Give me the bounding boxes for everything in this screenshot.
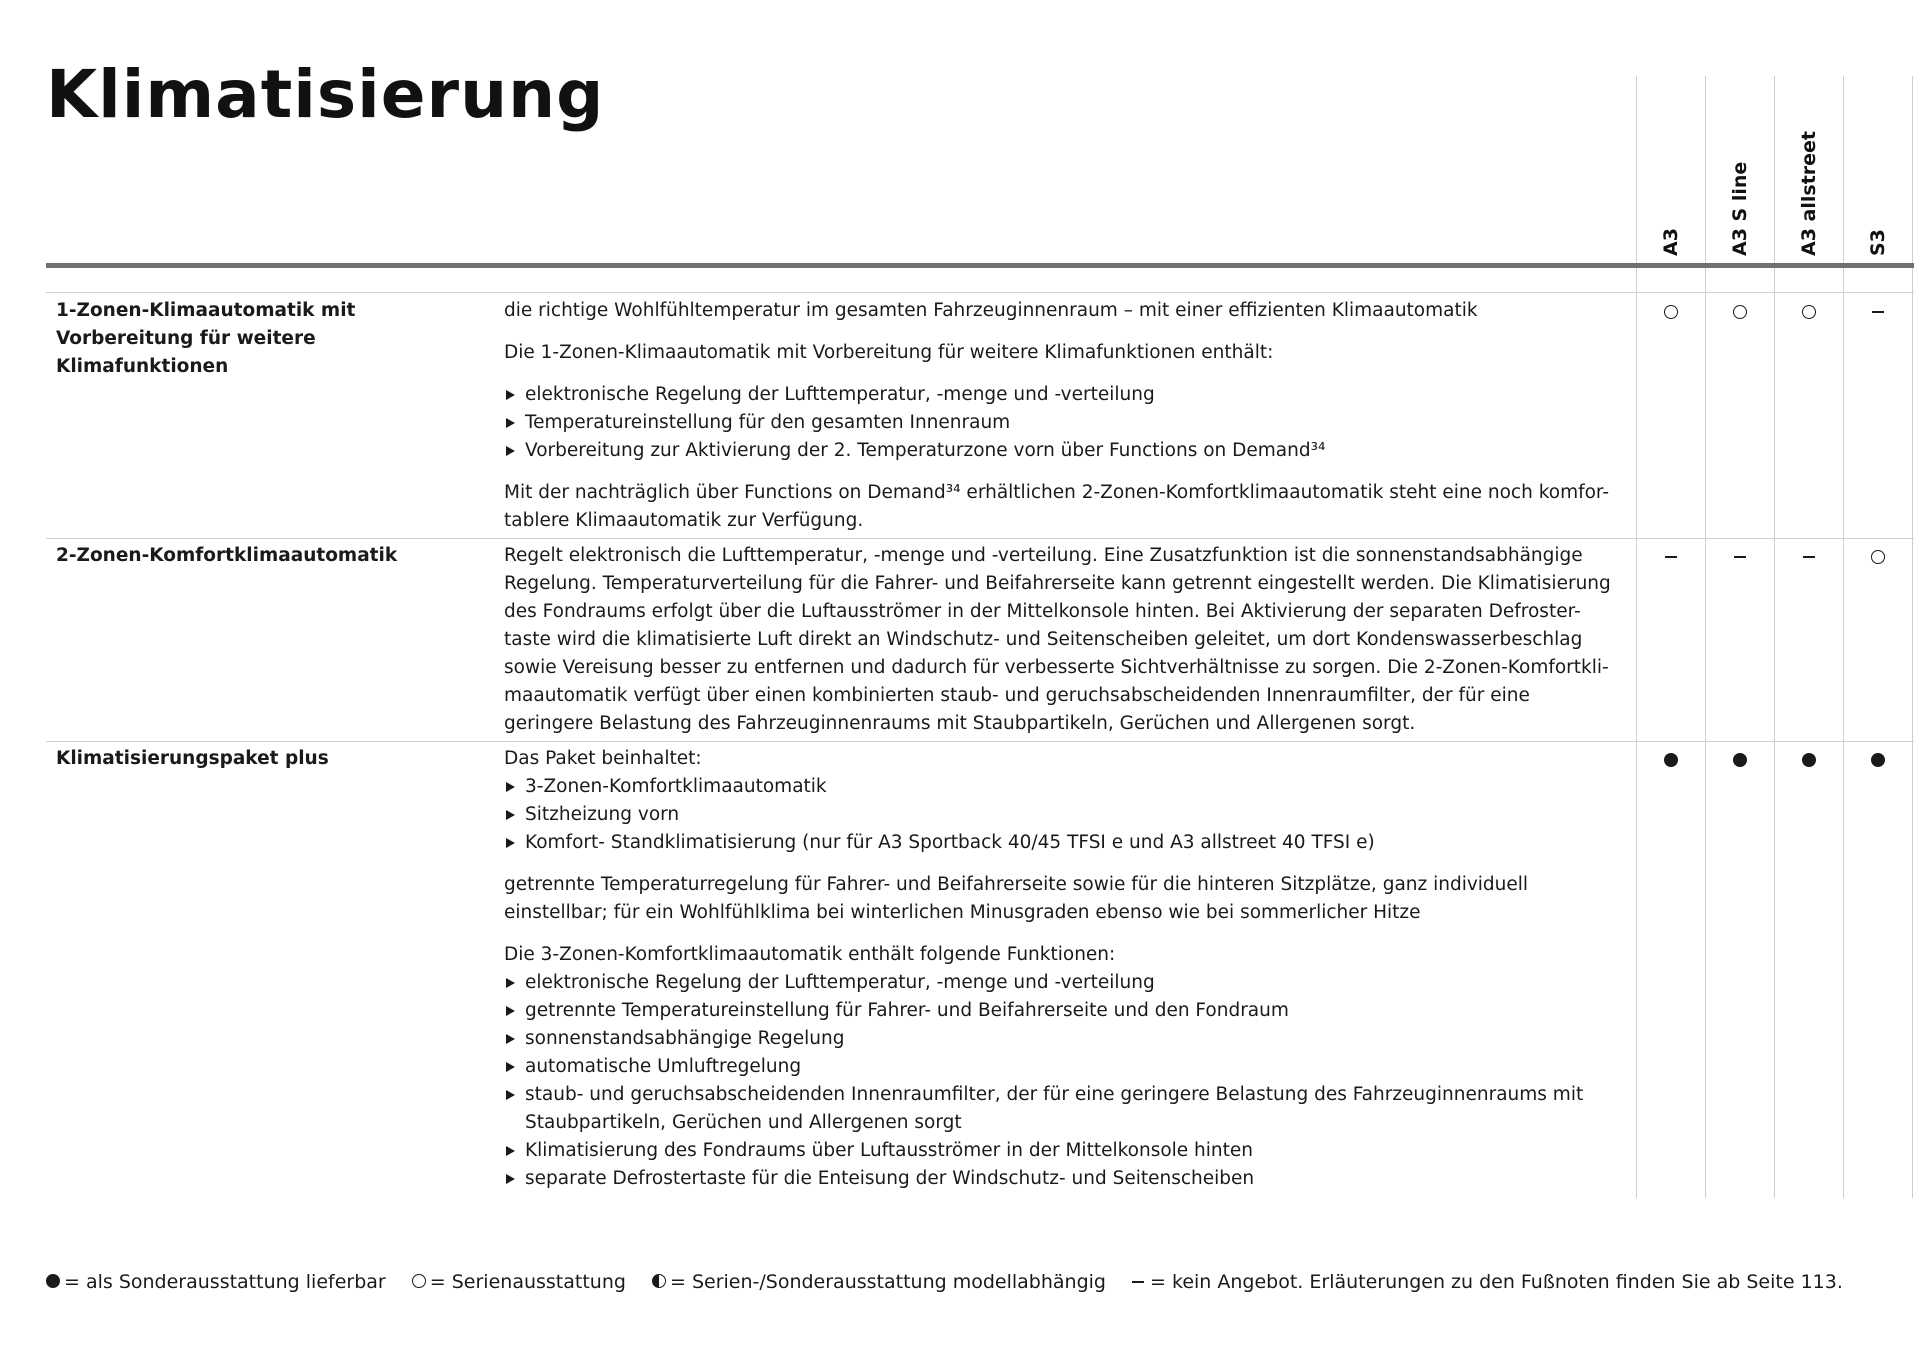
legend-text: = Serien-/Sonderausstattung modellabhängig	[669, 1271, 1106, 1293]
filled-circle-icon	[1733, 753, 1747, 767]
availability-a3-s-line	[1706, 298, 1774, 326]
filled-circle-icon	[46, 1274, 60, 1288]
description-intro: Das Paket beinhaltet:	[504, 748, 702, 769]
availability-a3-allstreet	[1775, 298, 1843, 326]
row-title-2-zonen: 2-Zonen-Komfortklimaautomatik	[56, 545, 398, 566]
row-divider	[46, 538, 1914, 539]
description-subhead: Die 3-Zonen-Komfortklimaautomatik enthält folgende Funktionen:	[504, 944, 1116, 965]
availability-s3	[1844, 746, 1912, 774]
row-description-klimatisierungspaket	[504, 745, 1622, 1193]
availability-a3-s-line	[1706, 746, 1774, 774]
availability-a3-s-line	[1706, 543, 1774, 571]
legend-item	[1132, 1268, 1843, 1296]
availability-s3	[1844, 298, 1912, 326]
dash-icon	[1872, 311, 1884, 313]
dash-icon	[1132, 1281, 1144, 1283]
list-item: Klimatisierung des Fondraums über Luftausströmer in der Mittelkonsole hinten	[504, 1137, 1622, 1165]
header-rule	[46, 263, 1914, 268]
row-title-klimatisierungspaket: Klimatisierungspaket plus	[56, 748, 329, 769]
list-item: separate Defrostertaste für die Enteisung der Windschutz- und Seitenscheiben	[504, 1165, 1622, 1193]
description-text: Regelt elektronisch die Lufttemperatur, -menge und -verteilung. Eine Zusatzfunktion ist die sonnenstandsabhängige Regelung. Temperaturverteilung für die Fahrer- und Beifahrerseite kann getrennt eingestellt werden. Die Klimatisierung des Fondraums erfolgt über die Luftausströmer in der Mittelkonsole hinten. Bei Aktivierung der separaten Defroster-taste wird die klimatisierte Luft direkt an Windschutz- und Seitenscheiben geleitet, um dort Kondenswasserbeschlag sowie Vereisung besser zu entfernen und dadurch für verbesserte Sichtverhältnisse zu sorgen. Die 2-Zonen-Komfortkli-maautomatik verfügt über einen kombinierten staub- und geruchsabscheidenden Innenraumfilter, der für eine geringere Belastung des Fahrzeuginnenraums mit Staubpartikeln, Gerüchen und Allergenen sorgt.	[504, 545, 1611, 734]
legend-item	[412, 1268, 626, 1296]
open-circle-icon	[1802, 305, 1816, 319]
availability-a3-allstreet	[1775, 746, 1843, 774]
column-divider	[1705, 76, 1706, 1198]
description-subhead: Die 1-Zonen-Klimaautomatik mit Vorbereitung für weitere Klimafunktionen enthält:	[504, 342, 1274, 363]
list-item: Temperatureinstellung für den gesamten Innenraum	[504, 409, 1622, 437]
dash-icon	[1734, 556, 1746, 558]
open-circle-icon	[1871, 550, 1885, 564]
row-divider	[46, 741, 1914, 742]
list-item: 3-Zonen-Komfortklimaautomatik	[504, 773, 1622, 801]
description-note: Mit der nachträglich über Functions on Demand³⁴ erhältlichen 2-Zonen-Komfortklimaautomatik steht eine noch komfor-tablere Klimaautomatik zur Verfügung.	[504, 482, 1610, 531]
legend-item	[46, 1268, 386, 1296]
availability-a3	[1637, 298, 1705, 326]
package-contents-list	[504, 773, 1622, 857]
availability-a3	[1637, 543, 1705, 571]
list-item: automatische Umluftregelung	[504, 1053, 1622, 1081]
column-header-a3-s-line: A3 S line	[1729, 161, 1751, 256]
column-divider	[1636, 76, 1637, 1198]
filled-circle-icon	[1871, 753, 1885, 767]
filled-circle-icon	[1802, 753, 1816, 767]
column-header-a3: A3	[1660, 228, 1682, 256]
availability-a3-allstreet	[1775, 543, 1843, 571]
list-item: elektronische Regelung der Lufttemperatur, -menge und -verteilung	[504, 969, 1622, 997]
list-item: Komfort- Standklimatisierung (nur für A3 Sportback 40/45 TFSI e und A3 allstreet 40 TFSI e)	[504, 829, 1622, 857]
list-item: staub- und geruchsabscheidenden Innenraumfilter, der für eine geringere Belastung des Fahrzeuginnenraums mit Staubpartikeln, Gerüchen und Allergenen sorgt	[504, 1081, 1622, 1137]
feature-list	[504, 381, 1622, 465]
row-divider	[46, 292, 1914, 293]
legend-text: = als Sonderausstattung lieferbar	[64, 1271, 386, 1293]
column-header-a3-allstreet: A3 allstreet	[1798, 130, 1820, 256]
row-description-2-zonen	[504, 542, 1622, 738]
list-item: elektronische Regelung der Lufttemperatur, -menge und -verteilung	[504, 381, 1622, 409]
open-circle-icon	[1733, 305, 1747, 319]
list-item: Sitzheizung vorn	[504, 801, 1622, 829]
function-list	[504, 969, 1622, 1193]
list-item: sonnenstandsabhängige Regelung	[504, 1025, 1622, 1053]
availability-a3	[1637, 746, 1705, 774]
open-circle-icon	[412, 1274, 426, 1288]
column-divider	[1774, 76, 1775, 1198]
column-divider	[1843, 76, 1844, 1198]
dash-icon	[1803, 556, 1815, 558]
availability-s3	[1844, 543, 1912, 571]
legend-text: = Serienausstattung	[429, 1271, 626, 1293]
dash-icon	[1665, 556, 1677, 558]
legend-text: = kein Angebot. Erläuterungen zu den Fußnoten finden Sie ab Seite 113.	[1150, 1271, 1843, 1293]
legend	[46, 1268, 1863, 1296]
page-title: Klimatisierung	[46, 56, 605, 133]
column-header-s3: S3	[1867, 229, 1889, 256]
description-intro: die richtige Wohlfühltemperatur im gesamten Fahrzeuginnenraum – mit einer effizienten Klimaautomatik	[504, 300, 1478, 321]
legend-item	[652, 1268, 1106, 1296]
description-paragraph: getrennte Temperaturregelung für Fahrer- und Beifahrerseite sowie für die hinteren Sitzplätze, ganz individuell einstellbar; für ein Wohlfühlklima bei winterlichen Minusgraden ebenso wie bei sommerlicher Hitze	[504, 874, 1529, 923]
half-circle-icon	[652, 1274, 666, 1288]
filled-circle-icon	[1664, 753, 1678, 767]
list-item: Vorbereitung zur Aktivierung der 2. Temperaturzone vorn über Functions on Demand³⁴	[504, 437, 1622, 465]
column-divider	[1912, 76, 1913, 1198]
row-title-1-zonen: 1-Zonen-Klimaautomatik mit Vorbereitung für weitere Klimafunktionen	[56, 300, 356, 377]
list-item: getrennte Temperatureinstellung für Fahrer- und Beifahrerseite und den Fondraum	[504, 997, 1622, 1025]
open-circle-icon	[1664, 305, 1678, 319]
row-description-1-zonen	[504, 297, 1622, 535]
